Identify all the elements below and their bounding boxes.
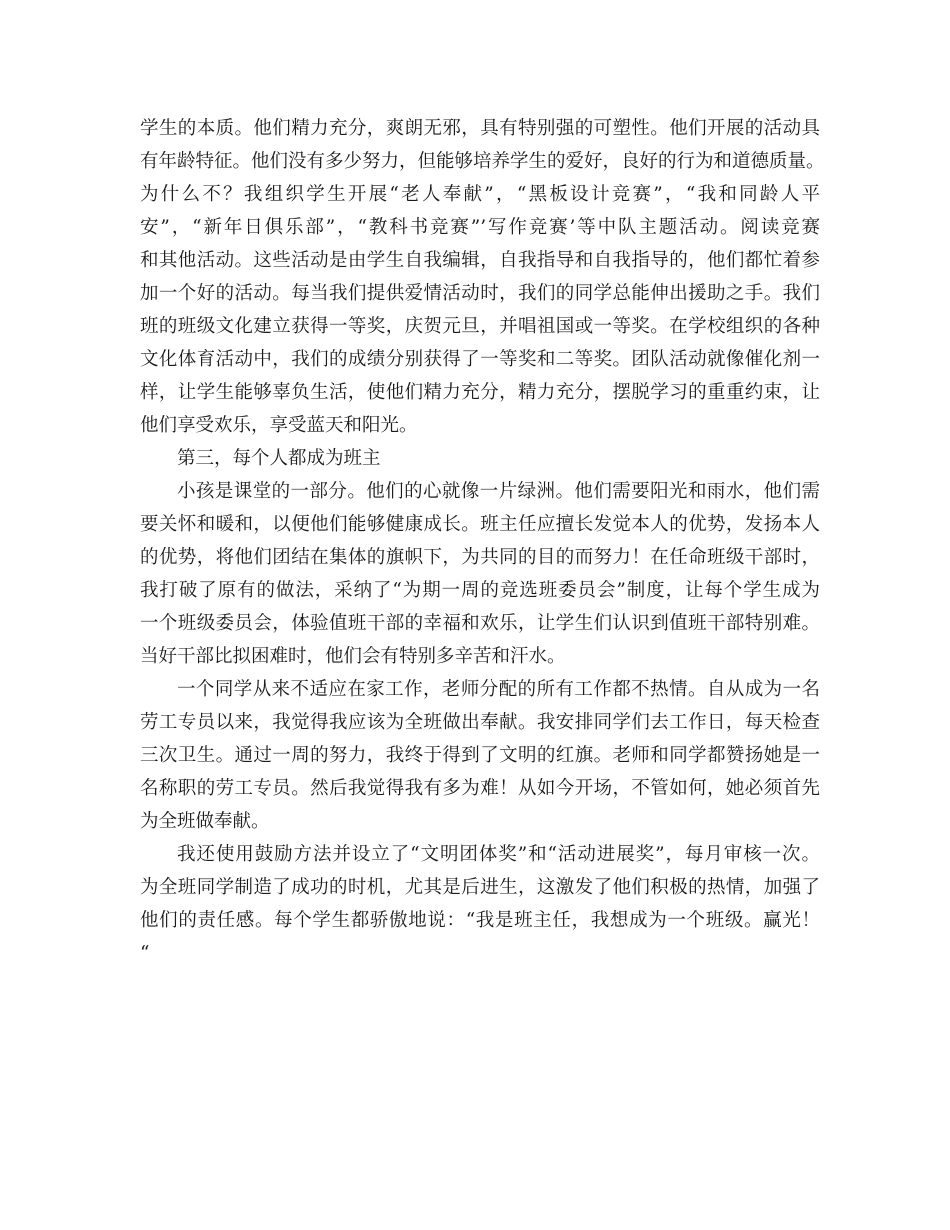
text-line: 小孩是课堂的一部分。他们的心就像一片绿洲。他们需要阳光和雨水，他们需 [177, 481, 820, 502]
text-line: 名称职的劳工专员。然后我觉得我有多为难！从如今开场，不管如何，她必须首先 [140, 778, 820, 799]
text-line: 劳工专员以来，我觉得我应该为全班做出奉献。我安排同学们去工作日，每天检查 [140, 712, 820, 733]
text-line: 为全班同学制造了成功的时机，尤其是后进生，这激发了他们积极的热情，加强了 [140, 877, 820, 898]
text-line: 为全班做奉献。 [140, 811, 270, 832]
text-line: 他们享受欢乐，享受蓝天和阳光。 [140, 415, 418, 436]
text-line: 文化体育活动中，我们的成绩分别获得了一等奖和二等奖。团队活动就像催化剂一 [140, 349, 820, 370]
text-line: 有年龄特征。他们没有多少努力，但能够培养学生的爱好，良好的行为和道德质量。 [140, 151, 825, 172]
text-line: 样，让学生能够辜负生活，使他们精力充分，精力充分，摆脱学习的重重约束，让 [140, 382, 820, 403]
section-heading-text: 第三，每个人都成为班主 [177, 448, 381, 469]
text-line: 和其他活动。这些活动是由学生自我编辑，自我指导和自我指导的，他们都忙着参 [140, 250, 820, 271]
text-line: 他们的责任感。每个学生都骄傲地说：“我是班主任，我想成为一个班级。赢光！ [140, 910, 820, 931]
paragraph-children [140, 475, 820, 673]
text-line: 班的班级文化建立获得一等奖，庆贺元旦，并唱祖国或一等奖。在学校组织的各种 [140, 316, 820, 337]
text-line: 为什么不？我组织学生开展“老人奉献”，“黑板设计竞赛”，“我和同龄人平 [140, 184, 820, 205]
text-line: 学生的本质。他们精力充分，爽朗无邪，具有特别强的可塑性。他们开展的活动具 [140, 118, 820, 139]
text-line: 安”，“新年日俱乐部”，“教科书竞赛”’写作竞赛’等中队主题活动。阅读竞赛 [140, 217, 820, 238]
text-line: 一个同学从来不适应在家工作，老师分配的所有工作都不热情。自从成为一名 [177, 679, 820, 700]
text-line: 要关怀和暖和，以便他们能够健康成长。班主任应擅长发觉本人的优势，发扬本人 [140, 514, 820, 535]
text-line: 三次卫生。通过一周的努力，我终于得到了文明的红旗。老师和同学都赞扬她是一 [140, 745, 820, 766]
text-line: 当好干部比拟困难时，他们会有特别多辛苦和汗水。 [140, 646, 566, 667]
text-line: “ [140, 943, 150, 964]
paragraph-labor-commissioner [140, 673, 820, 838]
text-line: 我打破了原有的做法，采纳了“为期一周的竞选班委员会”制度，让每个学生成为 [140, 580, 820, 601]
section-heading [140, 442, 820, 475]
document-body [140, 112, 825, 970]
paragraph-activities [140, 112, 825, 442]
paragraph-awards [140, 838, 820, 970]
text-line: 的优势，将他们团结在集体的旗帜下，为共同的目的而努力！在任命班级干部时， [140, 547, 820, 568]
text-line: 我还使用鼓励方法并设立了“文明团体奖”和“活动进展奖”，每月审核一次。 [177, 844, 820, 865]
text-line: 一个班级委员会，体验值班干部的幸福和欢乐，让学生们认识到值班干部特别难。 [140, 613, 820, 634]
text-line: 加一个好的活动。每当我们提供爱情活动时，我们的同学总能伸出援助之手。我们 [140, 283, 820, 304]
